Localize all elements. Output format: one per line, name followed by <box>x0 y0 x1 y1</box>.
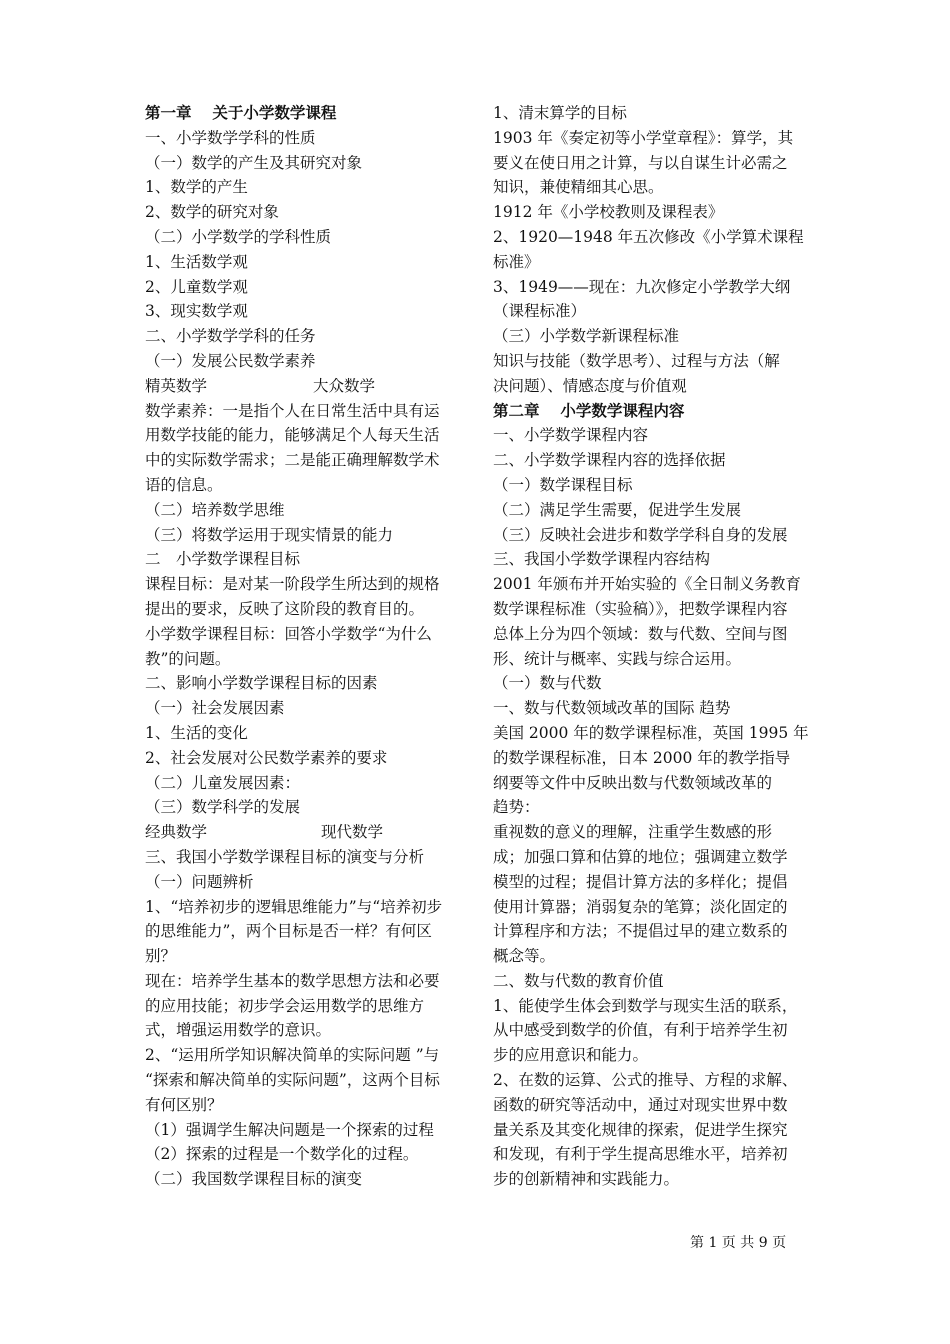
text-line: （1）强调学生解决问题是一个探索的过程 <box>145 1120 434 1139</box>
text-line: 量关系及其变化规律的探索，促进学生探究 <box>493 1120 788 1139</box>
text-line: 1、数学的产生 <box>145 178 248 197</box>
chapter-2-title: 第二章 小学数学课程内容 <box>493 400 685 420</box>
subsection-heading: （一）社会发展因素 <box>145 699 285 718</box>
subsection-heading: （一）数与代数 <box>493 674 602 693</box>
math-type-pair <box>145 820 467 845</box>
text-line: 1、生活的变化 <box>145 723 248 742</box>
section-heading: 二、小学数学课程内容的选择依据 <box>493 451 726 470</box>
section-heading: 三、我国小学数学课程内容结构 <box>493 550 711 569</box>
text-line: 教”的问题。 <box>145 649 231 668</box>
subsection-heading: （一）问题辨析 <box>145 872 254 891</box>
text-line: 语的信息。 <box>145 475 223 494</box>
text-line: “探索和解决简单的实际问题”，这两个目标 <box>145 1071 440 1090</box>
text-line: 3、现实数学观 <box>145 302 248 321</box>
subsection-heading: （三）反映社会进步和数学学科自身的发展 <box>493 525 788 544</box>
text-line: 提出的要求，反映了这阶段的教育目的。 <box>145 599 425 618</box>
text-line: 2、在数的运算、公式的推导、方程的求解、 <box>493 1071 798 1090</box>
left-column <box>145 101 467 1192</box>
text-line: 的思维能力”，两个目标是否一样？有何区 <box>145 922 432 941</box>
text-line: 重视数的意义的理解，注重学生数感的形 <box>493 823 773 842</box>
chapter-1-title: 第一章 关于小学数学课程 <box>145 103 337 122</box>
text-line: 总体上分为四个领域：数与代数、空间与图 <box>493 624 788 643</box>
text-line: 从中感受到数学的价值，有利于培养学生初 <box>493 1021 788 1040</box>
section-heading: 一、数与代数领域改革的国际 趋势 <box>493 699 731 718</box>
math-type-pair <box>145 374 467 399</box>
right-column <box>493 101 815 1192</box>
text-line: 1、清末算学的目标 <box>493 104 627 122</box>
text-line: （课程标准） <box>493 302 587 321</box>
subsection-heading: （三）小学数学新课程标准 <box>493 327 680 346</box>
subsection-heading: （三）数学科学的发展 <box>145 798 301 817</box>
text-line: 有何区别？ <box>145 1095 223 1114</box>
section-heading: 二、数与代数的教育价值 <box>493 971 664 990</box>
text-line: 3、1949——现在：九次修定小学教学大纲 <box>493 277 791 296</box>
text-line: 2、“运用所学知识解决简单的实际问题 ”与 <box>145 1046 440 1065</box>
subsection-heading: （一）发展公民数学素养 <box>145 351 316 370</box>
text-line: 1903 年《奏定初等小学堂章程》：算学，其 <box>493 128 794 147</box>
section-heading: 一、小学数学课程内容 <box>493 426 649 445</box>
text-line: 要义在使日用之计算，与以自谋生计必需之 <box>493 153 788 172</box>
text-line: 形、统计与概率、实践与综合运用。 <box>493 649 742 668</box>
subsection-heading: （二）小学数学的学科性质 <box>145 227 332 246</box>
text-line: 2、数学的研究对象 <box>145 203 279 222</box>
text-line: 纲要等文件中反映出数与代数领域改革的 <box>493 773 773 792</box>
subsection-heading: （三）将数学运用于现实情景的能力 <box>145 525 394 544</box>
section-heading: 三、我国小学数学课程目标的演变与分析 <box>145 847 425 866</box>
text-line: 步的应用意识和能力。 <box>493 1046 649 1065</box>
elite-math-label: 精英数学 <box>145 376 208 395</box>
section-heading: 二 小学数学课程目标 <box>145 550 301 569</box>
text-line: 现在：培养学生基本的数学思想方法和必要 <box>145 971 440 990</box>
text-line: 1、能使学生体会到数学与现实生活的联系， <box>493 996 798 1015</box>
text-line: 2、1920—1948 年五次修改《小学算术课程 <box>493 227 804 246</box>
text-line: 1、“培养初步的逻辑思维能力”与“培养初步 <box>145 897 443 916</box>
subsection-heading: （二）儿童发展因素： <box>145 773 301 792</box>
text-line: 1912 年《小学校教则及课程表》 <box>493 203 724 222</box>
text-line: 知识，兼使精细其心思。 <box>493 178 664 197</box>
modern-math-label: 现代数学 <box>321 823 384 842</box>
text-line: 使用计算器；消弱复杂的笔算；淡化固定的 <box>493 897 788 916</box>
text-line: 2、儿童数学观 <box>145 277 248 296</box>
text-line: 成；加强口算和估算的地位；强调建立数学 <box>493 847 788 866</box>
text-line: 1、生活数学观 <box>145 252 248 271</box>
text-line: 别？ <box>145 947 177 966</box>
text-line: 和发现，有利于学生提高思维水平，培养初 <box>493 1145 788 1164</box>
text-line: 2001 年颁布并开始实验的《全日制义务教育 <box>493 575 801 594</box>
section-heading: 二、影响小学数学课程目标的因素 <box>145 674 378 693</box>
text-line: （2）探索的过程是一个数学化的过程。 <box>145 1145 419 1164</box>
text-line: 式，增强运用数学的意识。 <box>145 1021 332 1040</box>
text-line: 模型的过程；提倡计算方法的多样化；提倡 <box>493 872 788 891</box>
classical-math-label: 经典数学 <box>145 823 208 842</box>
subsection-heading: （二）满足学生需要，促进学生发展 <box>493 500 742 519</box>
text-line: 函数的研究等活动中，通过对现实世界中数 <box>493 1095 788 1114</box>
page-number-footer: 第 1 页 共 9 页 <box>690 1235 787 1251</box>
text-line: 决问题）、情感态度与价值观 <box>493 376 687 395</box>
subsection-heading: （一）数学课程目标 <box>493 475 633 494</box>
subsection-heading: （二）培养数学思维 <box>145 500 285 519</box>
text-line: 中的实际数学需求；二是能正确理解数学术 <box>145 451 440 470</box>
text-line: 美国 2000 年的数学课程标准，英国 1995 年 <box>493 723 809 742</box>
text-line: 知识与技能（数学思考）、过程与方法（解 <box>493 351 780 370</box>
text-line: 用数学技能的能力，能够满足个人每天生活 <box>145 426 440 445</box>
text-line: 的数学课程标准，日本 2000 年的教学指导 <box>493 748 791 767</box>
text-line: 小学数学课程目标：回答小学数学“为什么 <box>145 624 432 643</box>
text-line: 数学素养：一是指个人在日常生活中具有运 <box>145 401 440 420</box>
subsection-heading: （一）数学的产生及其研究对象 <box>145 153 363 172</box>
text-line: 课程目标：是对某一阶段学生所达到的规格 <box>145 575 440 594</box>
text-line: 概念等。 <box>493 947 556 966</box>
section-heading: 二、小学数学学科的任务 <box>145 327 316 346</box>
mass-math-label: 大众数学 <box>313 376 376 395</box>
text-line: 标准》 <box>493 252 540 271</box>
text-line: 步的创新精神和实践能力。 <box>493 1170 680 1189</box>
subsection-heading: （二）我国数学课程目标的演变 <box>145 1170 363 1189</box>
text-line: 趋势： <box>493 798 540 817</box>
text-line: 计算程序和方法；不提倡过早的建立数系的 <box>493 922 788 941</box>
text-line: 的应用技能；初步学会运用数学的思维方 <box>145 996 425 1015</box>
section-heading: 一、小学数学学科的性质 <box>145 128 316 147</box>
text-line: 2、社会发展对公民数学素养的要求 <box>145 748 388 767</box>
text-line: 数学课程标准（实验稿）》，把数学课程内容 <box>493 599 788 618</box>
